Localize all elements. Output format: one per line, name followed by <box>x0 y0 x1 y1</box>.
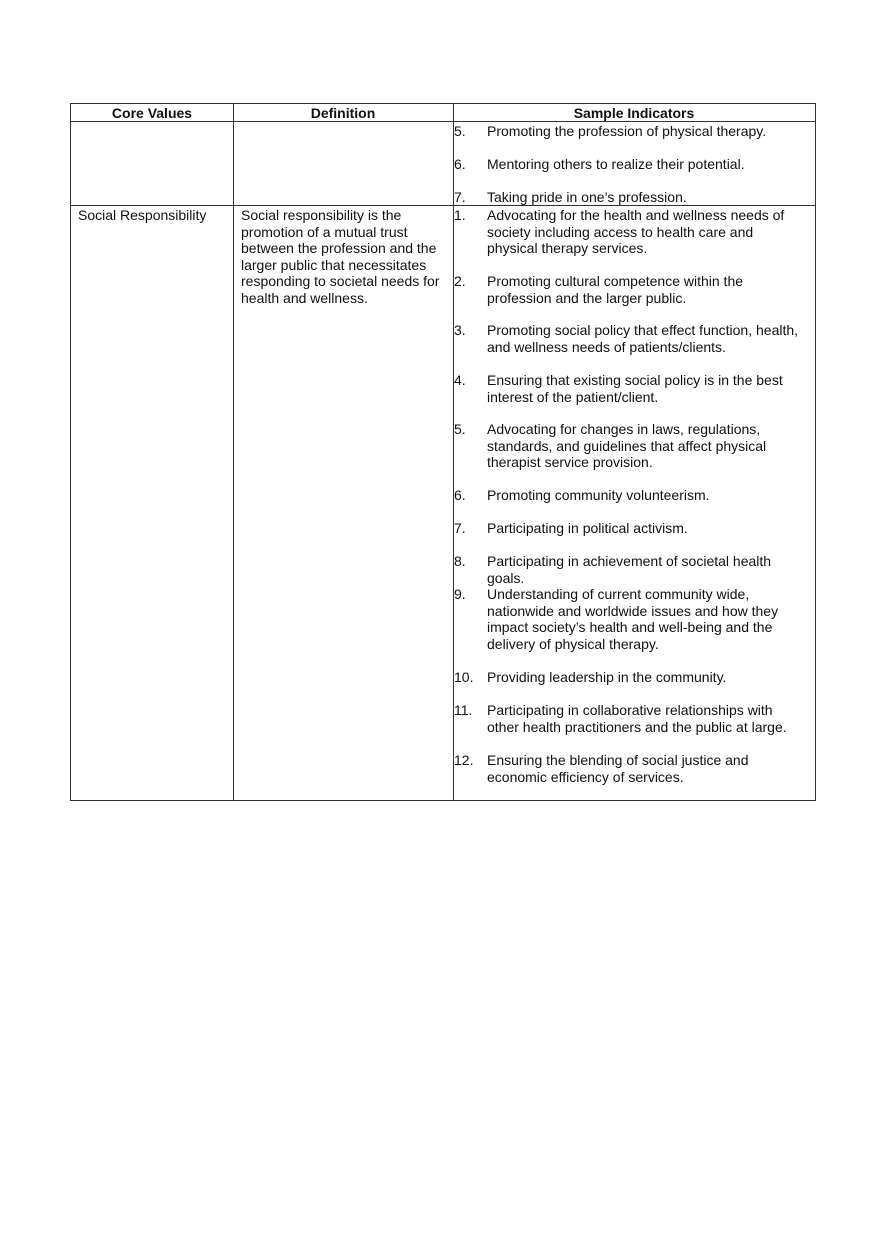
column-divider <box>233 104 234 800</box>
indicator-text: Advocating for the health and wellness needs of society including access to health care and physical therapy services. <box>487 207 785 256</box>
indicator-text: Providing leadership in the community. <box>487 669 727 685</box>
indicator-text: Participating in political activism. <box>487 520 688 536</box>
indicator-number: 12. <box>454 752 474 768</box>
core-value-name: Social Responsibility <box>78 207 207 223</box>
indicator-number: 7. <box>454 520 466 536</box>
indicator-text: Participating in achievement of societal health goals. <box>487 553 772 586</box>
indicator-number: 6. <box>454 156 466 172</box>
indicator-number: 3. <box>454 322 466 338</box>
indicator-text: Promoting community volunteerism. <box>487 487 710 503</box>
indicator-number: 8. <box>454 553 466 569</box>
indicator-text: Ensuring the blending of social justice and economic efficiency of services. <box>487 752 749 785</box>
indicator-text: Understanding of current community wide, nationwide and worldwide issues and how they impact society’s health and well-being and the delivery of physical therapy. <box>487 586 779 652</box>
indicator-number: 5. <box>454 421 466 437</box>
indicator-number: 5. <box>454 123 466 139</box>
indicator-number: 7. <box>454 189 466 205</box>
header-core-values: Core Values <box>111 105 193 121</box>
indicator-text: Taking pride in one’s profession. <box>487 189 687 205</box>
core-value-definition: Social responsibility is the promotion of a mutual trust between the profession and the larger public that necessitates responding to societal needs for health and wellness. <box>241 207 440 306</box>
indicator-text: Promoting cultural competence within the profession and the larger public. <box>487 273 744 306</box>
indicator-text: Advocating for changes in laws, regulations, standards, and guidelines that affect physical therapist service provision. <box>487 421 767 470</box>
header-definition: Definition <box>310 105 376 121</box>
indicator-number: 9. <box>454 586 466 602</box>
indicator-text: Promoting social policy that effect function, health, and wellness needs of patients/clients. <box>487 322 799 355</box>
indicator-text: Ensuring that existing social policy is in the best interest of the patient/client. <box>487 372 783 405</box>
indicator-number: 4. <box>454 372 466 388</box>
indicator-text: Participating in collaborative relationships with other health practitioners and the public at large. <box>487 702 787 735</box>
indicator-number: 6. <box>454 487 466 503</box>
indicator-text: Promoting the profession of physical therapy. <box>487 123 767 139</box>
core-values-table <box>70 103 816 801</box>
indicator-number: 1. <box>454 207 466 223</box>
header-sample-indicators: Sample Indicators <box>573 105 695 121</box>
indicator-number: 10. <box>454 669 474 685</box>
indicator-number: 11. <box>454 702 473 718</box>
indicator-number: 2. <box>454 273 466 289</box>
indicator-text: Mentoring others to realize their potential. <box>487 156 745 172</box>
